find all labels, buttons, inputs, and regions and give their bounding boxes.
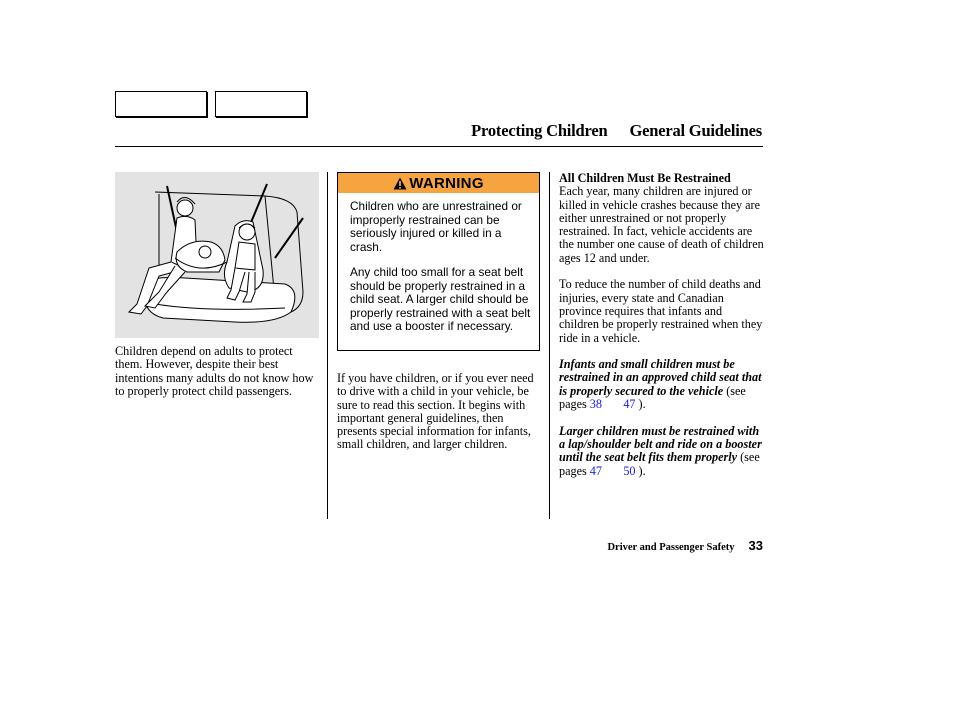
warning-text-1: Children who are unrestrained or improperly restrained can be seriously injured or killed in a crash. (350, 199, 522, 254)
larger-see-pages: (see pages (559, 450, 760, 478)
warning-box (337, 172, 540, 351)
restraint-text-1: Each year, many children are injured or killed in vehicle crashes because they are either unrestrained or not properly restrained. In fact, vehicle accidents are the number one cause of death of children ages 12 and under. (559, 184, 764, 265)
larger-see-end: ). (635, 463, 646, 478)
larger-child-guideline (559, 425, 764, 478)
section-intro-text: If you have children, or if you ever need to drive with a child in your vehicle, be sure to read this section. It begins with important general guidelines, then presents special information for infants, small children, and larger children. (337, 371, 534, 452)
warning-label: WARNING (409, 174, 484, 192)
infant-see-pages: (see pages (559, 383, 746, 412)
infant-guideline (559, 358, 764, 411)
restraint-text-2: To reduce the number of child deaths and injuries, every state and Canadian province requires that infants and children be properly restrained when they ride in a vehicle. (559, 277, 763, 345)
warning-body (350, 200, 531, 334)
page-link-38[interactable]: 38 (589, 397, 602, 412)
title-subsection: General Guidelines (629, 121, 762, 140)
page-link-50[interactable]: 50 (623, 463, 636, 478)
infant-guideline-bold: Infants and small children must be restrained in an approved child seat that is properly secured to the vehicle (559, 357, 762, 398)
intro-text: Children depend on adults to protect them. However, despite their best intentions many adults do not know how to properly protect child passengers. (115, 344, 314, 398)
section-intro (337, 372, 542, 452)
intro-paragraph (115, 345, 320, 398)
page-link-47[interactable]: 47 (623, 397, 636, 412)
page-number: 33 (748, 538, 763, 553)
page-link-47b[interactable]: 47 (589, 463, 602, 478)
larger-child-guideline-bold: Larger children must be restrained with a lap/shoulder belt and ride on a booster until the seat belt fits them properly (559, 423, 762, 465)
child-seat-illustration (115, 172, 319, 338)
restraint-section (559, 172, 764, 478)
nav-button-right[interactable] (215, 91, 307, 117)
warning-text-2: Any child too small for a seat belt should be properly restrained in a child seat. A larger child should be properly restrained with a seat belt and use a booster if necessary. (350, 265, 531, 333)
page-title (471, 121, 762, 141)
column-divider-1 (327, 172, 328, 519)
page-footer (607, 537, 763, 555)
title-section: Protecting Children (471, 121, 608, 140)
column-divider-2 (549, 172, 550, 519)
footer-section: Driver and Passenger Safety (607, 542, 735, 553)
warning-header (338, 173, 539, 193)
nav-button-left[interactable] (115, 91, 207, 117)
infant-see-end: ). (635, 397, 646, 412)
warning-triangle-icon (393, 177, 407, 190)
title-rule (115, 146, 763, 147)
restraint-heading: All Children Must Be Restrained (559, 171, 731, 185)
